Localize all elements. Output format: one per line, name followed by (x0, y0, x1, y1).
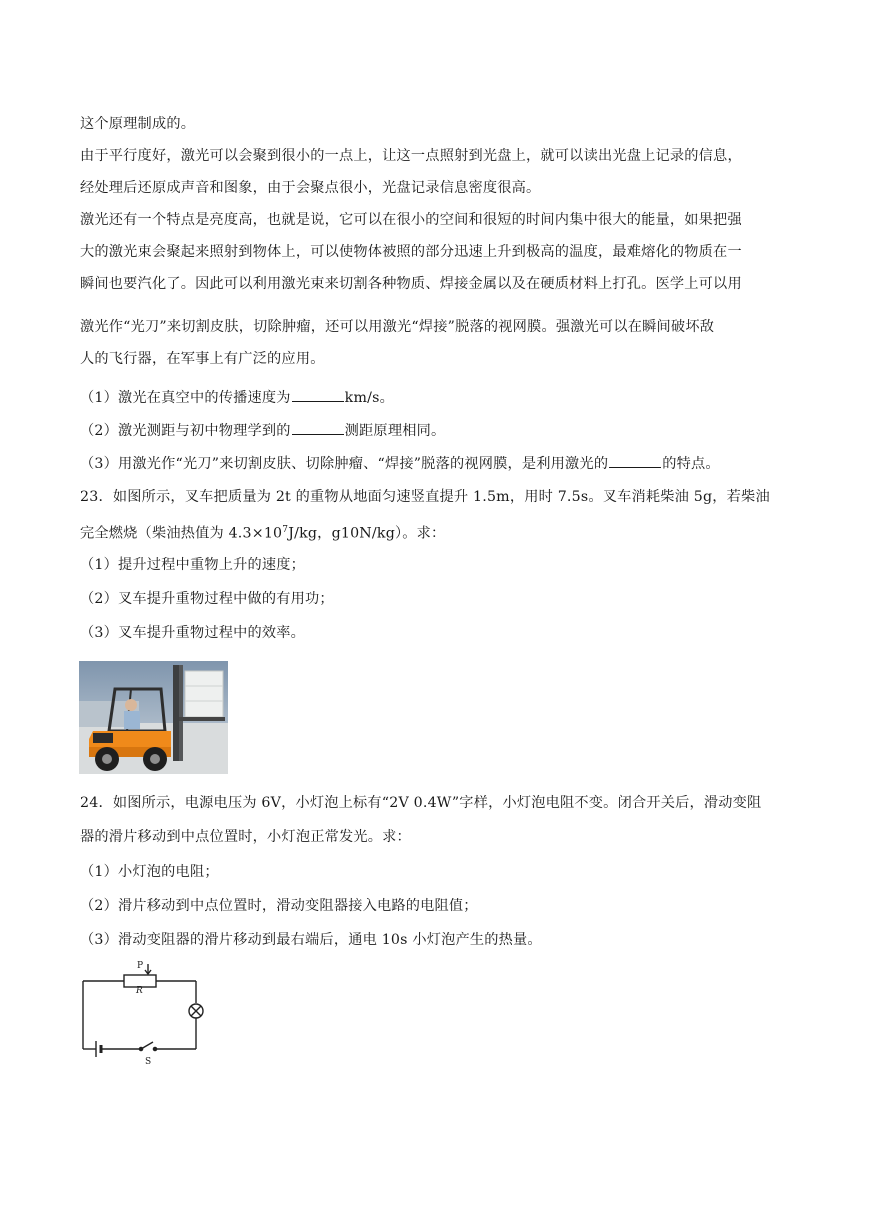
q23-item-2: （2）叉车提升重物过程中做的有用功； (80, 591, 334, 607)
passage-line-6: 瞬间也要汽化了。因此可以利用激光束来切割各种物质、焊接金属以及在硬质材料上打孔。医学上可以用 (80, 276, 742, 292)
forklift-photo (79, 661, 228, 774)
q22-item-2: （2）激光测距与初中物理学到的 测距原理相同。 (80, 420, 445, 440)
q24-stem-line-2: 器的滑片移动到中点位置时，小灯泡正常发光。求： (80, 829, 411, 845)
passage-line-4: 激光还有一个特点是亮度高，也就是说，它可以在很小的空间和很短的时间内集中很大的能量，如果把强 (80, 212, 742, 228)
q23-stem-line-1: 23．如图所示，叉车把质量为 2t 的重物从地面匀速竖直提升 1.5m，用时 7.5s。叉车消耗柴油 5g，若柴油 (80, 489, 770, 505)
answer-blank[interactable] (292, 420, 344, 435)
passage-line-1: 这个原理制成的。 (80, 116, 196, 132)
q22-item-3: （3）用激光作“光刀”来切割皮肤、切除肿瘤、“焊接”脱落的视网膜，是利用激光的 的特点。 (80, 453, 720, 473)
q24-item-1: （1）小灯泡的电阻； (80, 864, 219, 880)
q24-item-2: （2）滑片移动到中点位置时，滑动变阻器接入电路的电阻值； (80, 898, 478, 914)
passage-line-7: 激光作“光刀”来切割皮肤，切除肿瘤，还可以用激光“焊接”脱落的视网膜。强激光可以在瞬间破坏敌 (80, 319, 715, 335)
q24-stem-line-1: 24．如图所示，电源电压为 6V，小灯泡上标有“2V 0.4W”字样，小灯泡电阻不变。闭合开关后，滑动变阻 (80, 795, 762, 811)
passage-line-2: 由于平行度好，激光可以会聚到很小的一点上，让这一点照射到光盘上，就可以读出光盘上记录的信息， (80, 148, 742, 164)
circuit-diagram (79, 960, 204, 1072)
switch-label: S (145, 1057, 152, 1067)
q24-item-3: （3）滑动变阻器的滑片移动到最右端后，通电 10s 小灯泡产生的热量。 (80, 932, 542, 948)
rheostat-label: R (136, 986, 143, 996)
slider-label: P (137, 961, 144, 971)
answer-blank[interactable] (609, 453, 661, 468)
answer-blank[interactable] (292, 387, 344, 402)
q22-item-1: （1）激光在真空中的传播速度为 km/s。 (80, 387, 394, 407)
q23-item-1: （1）提升过程中重物上升的速度； (80, 557, 306, 573)
passage-line-8: 人的飞行器，在军事上有广泛的应用。 (80, 351, 325, 367)
q23-stem-line-2: 完全燃烧（柴油热值为 $4.3\times 10^7J/kg$，g10N/kg）。求： (80, 525, 446, 542)
passage-line-3: 经处理后还原成声音和图象，由于会聚点很小，光盘记录信息密度很高。 (80, 180, 541, 196)
passage-line-5: 大的激光束会聚起来照射到物体上，可以使物体被照的部分迅速上升到极高的温度，最难熔化的物质在一 (80, 244, 742, 260)
q23-item-3: （3）叉车提升重物过程中的效率。 (80, 625, 306, 641)
